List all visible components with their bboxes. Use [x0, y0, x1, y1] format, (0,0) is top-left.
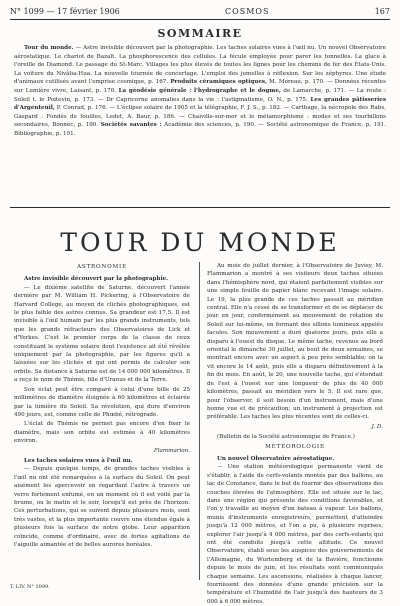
sommaire-item-text: M. Moreau, p. 170. — Données récentes sur Lumière vivre, Laisant, p. 170. — [14, 79, 386, 94]
sommaire-rule — [10, 207, 390, 208]
section-title: TOUR DU MONDE — [60, 228, 340, 257]
article-title: Les taches solaires vues à l'œil nu. — [24, 457, 133, 464]
journal-name: COSMOS — [225, 6, 270, 16]
sommaire-item-title: La géodésie générale : l'hydrographe et le dogme, — [118, 87, 281, 94]
article-para: (Bulletin de la Société astronomique de France.) — [217, 434, 355, 441]
article-para: — Depuis quelque temps, de grandes taches visibles à l'œil nu ont été remarquées à la surface du Soleil. On peut aisément les apercevoir en regardant l'astre à travers un verre fortement enfumé, en un moment où il est voilé par la brume, ou le matin et le soir, lorsqu'il est près de l'horizon. Ces perturbations, qui se suivent depuis plusieurs mois, sont très vastes, et la plus importante couvre une étendue égale à plusieurs fois la surface de notre globe. Leur apparition coïncide, comme d'ordinaire, avec de fortes agitations de l'aiguille aimantée et de belles aurores boréales. — [14, 466, 190, 548]
article-para: L'éclat de Thémis ne permet pas encore d'en fixer le diamètre, mais son orbite est estimée à 40 kilomètres environ. — [14, 421, 190, 445]
page-footer: T. LIV. N° 1099. — [10, 584, 50, 590]
right-column — [207, 262, 383, 605]
sommaire-item-text: de Lamarche, p. 171. — La route : Soleil t. le Poitevin, p. 173. — Dr Capricorne anomalies dans la vie : l'astigmatisme, O. N., p. 175. — [14, 87, 386, 103]
article-section: MÉTÉOROLOGIE — [265, 443, 325, 450]
sommaire-item-title: Les grandes pâtisseries d'Argenteuil, — [14, 96, 386, 112]
article-sig: J. D. — [371, 423, 383, 430]
sommaire-item-title: Sociétés savantes : — [100, 122, 162, 129]
sommaire-item-title: Tour du monde. — [24, 45, 74, 51]
page-number: 167 — [374, 6, 390, 16]
column-divider — [199, 262, 200, 580]
sommaire-heading: SOMMAIRE — [157, 27, 243, 40]
left-column — [14, 262, 190, 550]
article-para: Son éclat peut être comparé à celui d'une bille de 25 millimètres de diamètre éloignée à 60 kilomètres et éclairée par la lumière du Soleil. Sa révolution, qui dure d'environ 490 jours, est, comme celle de Phœbé, rétrograde. — [14, 386, 190, 418]
article-title: Un nouvel Observatoire aérostatique. — [217, 455, 335, 462]
sommaire-body — [14, 44, 386, 139]
article-para: — Une station météorologique permanente vient de s'établir, à l'aide de cerfs-volants montés par des ballons, au lac de Constance, dans le but de fournir des observations des couches élevées de l'atmosphère. Elle est située sur le lac, dans une région qui présente des conditions favorables, et l'on y travaille au moyen d'un bateau à vapeur. Les ballons, munis d'instruments enregistreurs, permettent d'atteindre jusqu'à 12 000 mètres, et l'on a pu, à plusieurs reprises, explorer l'air jusqu'à 4 000 mètres, par des cerfs-volants qui ont été conduits jusqu'à cette altitude. Ce nouvel Observatoire, établi sous les auspices des gouvernements de l'Allemagne, du Wurtemberg et de la Bavière, fonctionne depuis le mois de juin, et les résultats sont communiqués chaque semaine. Les ascensions, réalisées à chaque lancer, fournissent des données d'une grande précision sur la température et l'humidité de l'air jusqu'à des hauteurs de 3 000 à 6 000 mètres. — [207, 464, 383, 605]
header-rule — [10, 19, 390, 20]
article-title: Astre invisible découvert par la photographie. — [24, 276, 169, 283]
running-header — [10, 4, 390, 18]
sommaire-item-text: Académie des sciences, p. 190. — Société astronomique de France, p. 191. Bibliographie, p. 191. — [14, 122, 387, 137]
sommaire-item-text: P. Conrad, p. 176. — L'éclipse solaire de 1905 et la télégraphie, F. J. S., p. 182. — Carthage, la nécropole des Rabs, Gaspard : Fondés de fouilles, Ledet, A. Baur, p. 186. — Chaiville-sur-mer et le métamorphisme : modes et ses tourbillons secondaires, Bonnec, p. 190. — [14, 105, 386, 129]
sommaire-item-title: Produits céramiques optiques, — [170, 79, 267, 86]
article-para: Au mois de juillet dernier, à l'Observatoire de Juvisy, M. Flammarion a montré à ses visiteurs deux taches situées dans l'hémisphère nord, qui étaient parfaitement visibles sur une simple feuille de papier blanc recevant l'image solaire. Le 19, la plus grande de ces taches passait au méridien central. Elle n'a cessé de se transformer et de se déplacer de jour en jour, conformément au mouvement de rotation du Soleil sur lui-même, en formant des sillons lumineux appelés facules. Son mouvement a duré quatorze jours, puis elle a disparu à l'ouest du disque. Le même tache, revenue au bord oriental le dimanche 30 juillet, au bout de deux semaines, se montrait encore avec un aspect à peu près semblable; on la vit encore le 14 août, puis elle a disparu définitivement à la fin du mois. En août, le 20, une nouvelle tache, qui s'étendait de l'est à l'ouest sur une longueur de plus de 40 000 kilomètres, passait au méridien vers le 5. Il est rare que, pour l'observer, il soit besoin d'un instrument, mais d'une bonne vue et de précaution; un instrument à projection est préférable. Les taches les plus récentes sont de celles-ci. — [207, 263, 383, 421]
issue-number: N° 1099 — 17 février 1906 — [10, 6, 120, 16]
article-sig: Flammarion. — [153, 447, 190, 454]
article-para: — Le dixième satellite de Saturne, découvert l'année dernière par M. William H. Pickering, à l'Observatoire de Harvard College, au moyen de clichés photographiques, est le plus faible des astres connus. Sa grandeur est 17,5. Il est invisible à l'œil humain par les plus grands instruments, tels que les grands réfracteurs des Observatoires de Lick et d'Yerkes. C'est le premier corps de la classe de ceux constituant le système solaire dont l'existence ait été révélée uniquement par la photographie, par les figures qu'il a laissées sur les clichés et qui ont permis de calculer son orbite. Sa distance à Saturne est de 14 000 000 kilomètres. Il a reçu le nom de Thémis, fille d'Uranus et de la Terre. — [14, 284, 190, 384]
article-section: ASTRONOMIE — [77, 264, 127, 270]
sommaire-item-text: — Astre invisible découvert par la photographie. Les taches solaires vues à l'œil nu. Un nouvel Observatoire aérostatique. Le chariot de Bazalt. La phosphorescence des cellules. La fécule employée pour parer les tonnelles. La glace à l'oreille de Diamond. Le passage du St-Marc. Villages les plus élevés de toutes les lignes pour les chemins de fer des États-Unis. La voiture du Nivâlia-Hua. La nouvelle tournée de concertage. L'emploi des jumelles à réflexion. Sur les zéphyres. Une étude d'animaux cutilisés avant l'emprise cosmique, p. 167. — [14, 45, 386, 86]
